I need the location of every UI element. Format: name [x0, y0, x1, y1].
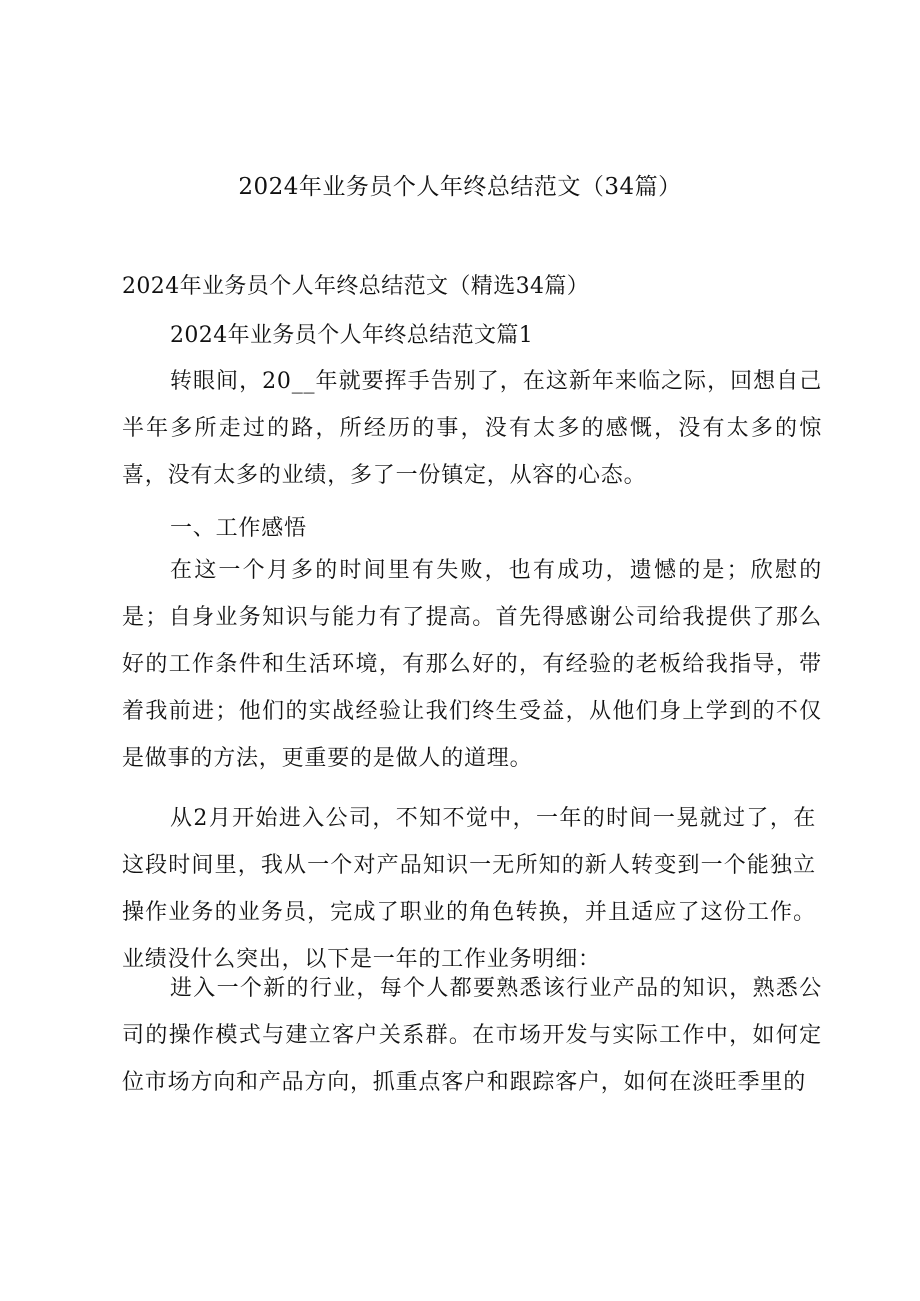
paragraph-3: 从2月开始进入公司，不知不觉中，一年的时间一晃就过了，在这段时间里，我从一个对产品知识一无所知的新人转变到一个能独立操作业务的业务员，完成了职业的角色转换，并且适应了这份工作。业绩没什么突出，以下是一年的工作业务明细： [122, 806, 816, 972]
document-subtitle: 2024年业务员个人年终总结范文（精选34篇） [122, 274, 590, 299]
section-heading: 一、工作感悟 [170, 516, 307, 541]
paragraph-2: 在这一个月多的时间里有失败，也有成功，遗憾的是；欣慰的是；自身业务知识与能力有了提高。首先得感谢公司给我提供了那么好的工作条件和生活环境，有那么好的，有经验的老板给我指导，带着我前进；他们的实战经验让我们终生受益，从他们身上学到的不仅是做事的方法，更重要的是做人的道理。 [122, 558, 822, 771]
chapter-title: 2024年业务员个人年终总结范文篇1 [170, 323, 534, 348]
document-title: 2024年业务员个人年终总结范文（34篇） [238, 174, 682, 200]
paragraph-4: 进入一个新的行业，每个人都要熟悉该行业产品的知识，熟悉公司的操作模式与建立客户关系群。在市场开发与实际工作中，如何定位市场方向和产品方向，抓重点客户和跟踪客户，如何在淡旺季里的 [122, 976, 822, 1095]
paragraph-1: 转眼间，20__年就要挥手告别了，在这新年来临之际，回想自己半年多所走过的路，所经历的事，没有太多的感慨，没有太多的惊喜，没有太多的业绩，多了一份镇定，从容的心态。 [122, 369, 822, 488]
